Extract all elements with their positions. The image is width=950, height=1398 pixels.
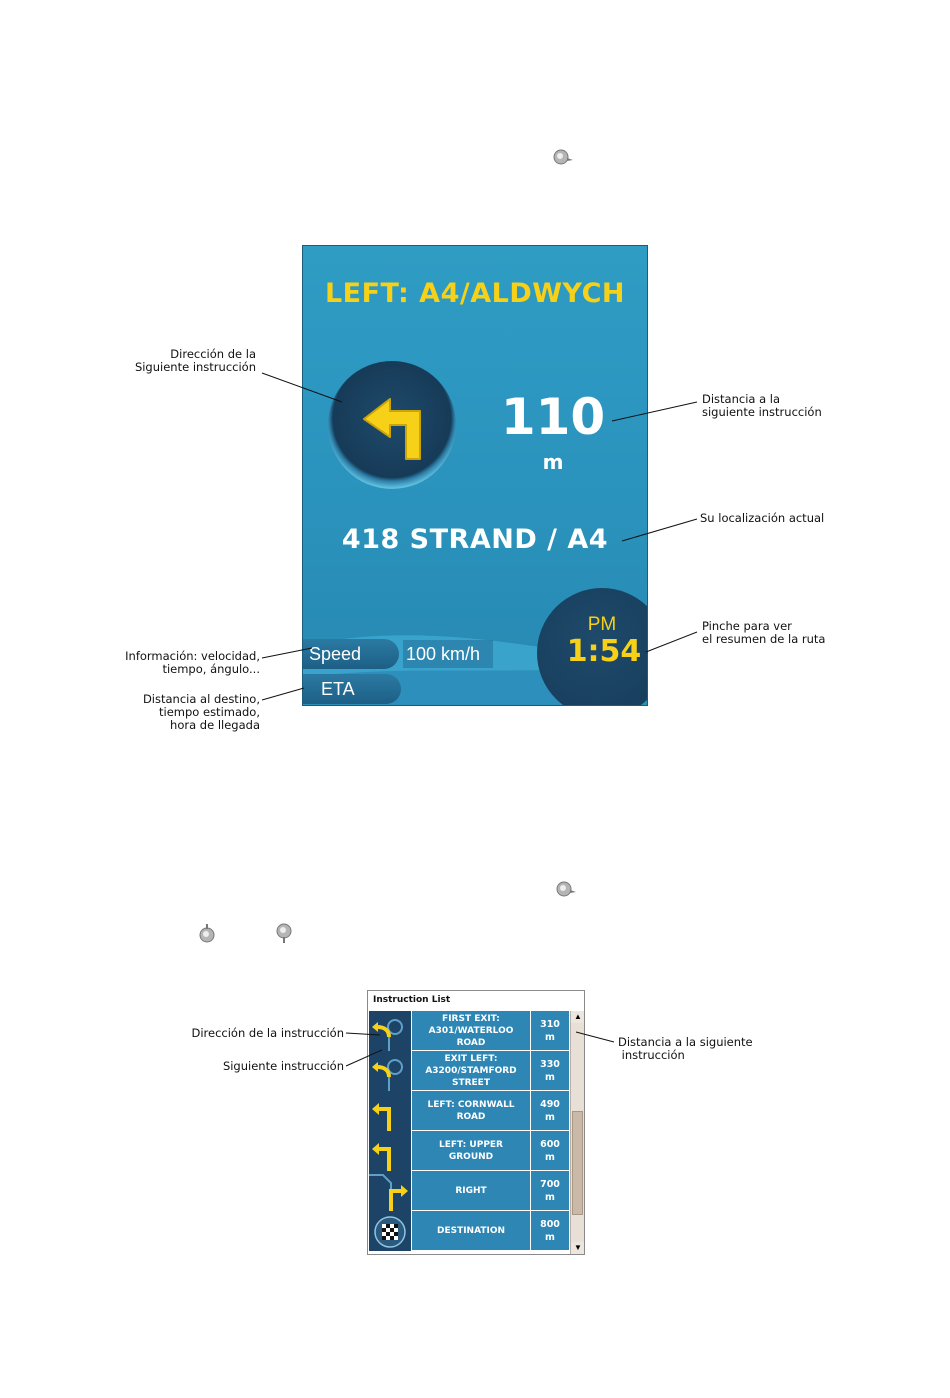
instruction-distance-unit: m [545, 1191, 555, 1203]
instruction-list-title: Instruction List [373, 995, 451, 1005]
scroll-up-arrow-icon[interactable]: ▲ [571, 1011, 585, 1023]
instruction-row[interactable] [369, 1011, 569, 1051]
turn-right-icon [369, 1171, 411, 1211]
callout-current-location: Su localización actual [700, 511, 825, 525]
turn-left-arrow-icon [328, 361, 456, 489]
callout-info: Información: velocidad, tiempo, ángulo... [125, 649, 260, 676]
instruction-distance-unit: m [545, 1031, 555, 1043]
instruction-distance-cell [531, 1131, 569, 1170]
roundabout-left-icon [369, 1051, 411, 1091]
info-eta-label[interactable]: ETA [303, 674, 401, 704]
scroll-thumb[interactable] [572, 1111, 583, 1215]
instruction-distance-cell [531, 1211, 569, 1250]
instruction-distance: 310 [540, 1018, 560, 1030]
callout-next-instruction: Siguiente instrucción [222, 1059, 344, 1073]
instruction-distance-cell [531, 1171, 569, 1210]
instruction-text: RIGHT [412, 1171, 530, 1210]
instruction-distance-unit: m [545, 1231, 555, 1243]
distance-to-next-value: 110 [500, 388, 606, 446]
instruction-distance: 700 [540, 1178, 560, 1190]
current-location: 418 STRAND / A4 [341, 524, 609, 555]
instruction-text: EXIT LEFT: A3200/STAMFORD STREET [412, 1051, 530, 1090]
instruction-row[interactable] [369, 1091, 569, 1131]
instruction-row[interactable] [369, 1171, 569, 1211]
instruction-distance-unit: m [545, 1071, 555, 1083]
info-speed-value: 100 km/h [403, 640, 493, 668]
distance-to-next-unit: m [542, 450, 564, 474]
pen-down-icon [196, 922, 218, 944]
scroll-down-arrow-icon[interactable]: ▼ [571, 1242, 585, 1254]
instruction-text: LEFT: CORNWALL ROAD [412, 1091, 530, 1130]
instruction-distance-unit: m [545, 1151, 555, 1163]
navigate-pen-icon [552, 146, 574, 168]
list-scrollbar[interactable] [570, 1011, 585, 1254]
navigate-pen-icon-2 [555, 878, 577, 900]
instruction-distance: 600 [540, 1138, 560, 1150]
callout-next-direction: Dirección de la Siguiente instrucción [134, 347, 256, 374]
next-instruction-title: LEFT: A4/ALDWYCH [324, 278, 626, 309]
instruction-row[interactable] [369, 1051, 569, 1091]
instruction-distance: 490 [540, 1098, 560, 1110]
turn-left-icon [369, 1091, 411, 1131]
instruction-text: LEFT: UPPER GROUND [412, 1131, 530, 1170]
instruction-row[interactable] [369, 1211, 569, 1251]
roundabout-left-icon [369, 1011, 411, 1051]
instruction-list-window [367, 990, 585, 1255]
callout-route-summary: Pinche para ver el resumen de la ruta [702, 619, 826, 646]
instruction-distance: 330 [540, 1058, 560, 1070]
callout-distance-next-list: Distancia a la siguiente instrucción [618, 1035, 753, 1062]
instruction-distance-cell [531, 1051, 569, 1090]
instruction-text: FIRST EXIT: A301/WATERLOO ROAD [412, 1011, 530, 1050]
navigation-screen [302, 245, 648, 706]
clock-ampm: PM [587, 614, 617, 635]
instruction-distance: 800 [540, 1218, 560, 1230]
instruction-distance-cell [531, 1011, 569, 1050]
instruction-row[interactable] [369, 1131, 569, 1171]
clock-time: 1:54 [566, 634, 642, 669]
instruction-distance-unit: m [545, 1111, 555, 1123]
checkered-flag-icon [369, 1211, 411, 1251]
instruction-list-rows [369, 1011, 569, 1251]
callout-instruction-direction: Dirección de la instrucción [191, 1026, 344, 1040]
next-direction-disc [328, 361, 456, 489]
instruction-distance-cell [531, 1091, 569, 1130]
callout-distance-next: Distancia a la siguiente instrucción [702, 392, 822, 419]
callout-destination-info: Distancia al destino, tiempo estimado, hora de llegada [142, 692, 260, 732]
pen-up-icon [273, 922, 295, 944]
instruction-text: DESTINATION [412, 1211, 530, 1250]
info-speed-label[interactable]: Speed [303, 639, 399, 669]
turn-left-icon [369, 1131, 411, 1171]
